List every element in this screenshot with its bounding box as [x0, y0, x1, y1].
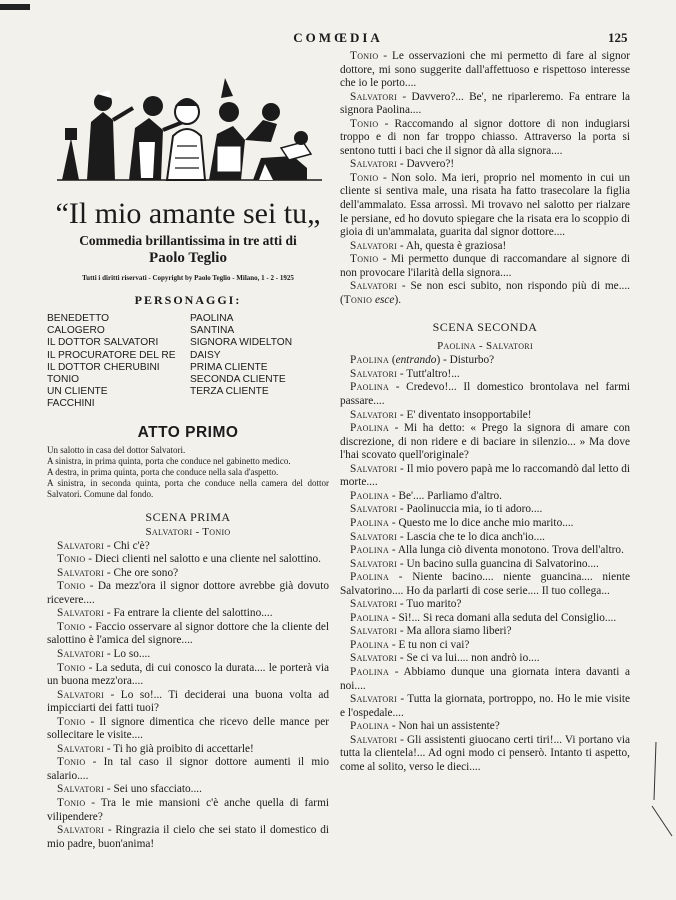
speaker: Paolina	[350, 354, 390, 367]
speaker: Paolina	[350, 571, 390, 584]
speaker: Salvatori	[350, 652, 398, 665]
cast-item: IL DOTTOR CHERUBINI	[47, 361, 160, 373]
speaker: Paolina	[350, 665, 390, 678]
speaker: Salvatori	[350, 530, 398, 543]
dialog-line	[47, 621, 329, 648]
dialog-text: - Il mio povero papà me lo raccomandò dal letto di morte....	[340, 462, 630, 489]
speaker: Tonio	[350, 253, 379, 266]
dialog-text: - Niente bacino.... niente guancina.... niente Salvatorino.... Ho da parlarti di cose serie.... Il tuo collega...	[340, 571, 630, 597]
play-title: “Il mio amante sei tu„	[55, 197, 321, 230]
speaker: Salvatori	[350, 557, 398, 570]
speaker: Paolina	[350, 489, 390, 502]
speaker: Salvatori	[350, 408, 398, 421]
cast-item: IL PROCURATORE DEL RE	[47, 349, 176, 361]
cast-item: PAOLINA	[190, 313, 234, 324]
speaker: Salvatori	[350, 625, 398, 638]
running-head: COMŒDIA	[293, 30, 383, 45]
dialog-line	[340, 625, 630, 639]
dialog-text: - Gli assistenti giuocano certi tiri!... Vi portano via tutta la clientela!... Ad ogni modo ci penserò. Intanto ti aspetto, come al solito, verso le dieci....	[340, 733, 630, 773]
dialog-line	[47, 756, 329, 783]
speaker: Salvatori	[350, 693, 398, 706]
speaker: Salvatori	[57, 539, 105, 552]
scene-two-dialog	[340, 354, 630, 774]
cast-item: IL DOTTOR SALVATORI	[47, 337, 159, 349]
speaker: Salvatori	[350, 367, 398, 380]
speaker: Salvatori	[57, 607, 105, 620]
speaker: Salvatori	[350, 503, 398, 516]
speaker: Salvatori	[350, 239, 398, 252]
cast-item: DAISY	[190, 349, 221, 361]
speaker: Paolina	[350, 381, 390, 394]
dialog-text: - Dieci clienti nel salotto e una cliente nel salottino.	[85, 553, 321, 566]
speaker: Salvatori	[350, 280, 398, 293]
speaker: Salvatori	[57, 648, 105, 661]
dialog-text: - Davvero?... Be', ne riparleremo. Fa entrare la signora Paolina....	[340, 90, 630, 117]
cast-item: TERZA CLIENTE	[190, 386, 269, 398]
dialog-text: - Che ore sono?	[104, 566, 179, 579]
speaker: Salvatori	[350, 158, 398, 171]
dialog-line	[340, 368, 630, 382]
dialog-line	[340, 517, 630, 531]
dialog-text: - Le osservazioni che mi permetto di fare al signor dottore, mi sono suggerite dall'affettuoso e rispettoso interesse che io le porto....	[340, 50, 630, 90]
dialog-text: - Tutt'altro!...	[397, 367, 460, 380]
speaker: Tonio	[350, 50, 379, 62]
dialog-line	[47, 553, 329, 567]
cast-item: UN CLIENTE	[47, 386, 108, 398]
personaggi-heading: PERSONAGGI:	[134, 293, 242, 307]
speaker: Tonio	[57, 715, 86, 728]
cast-item: CALOGERO	[47, 325, 105, 337]
dialog-line	[47, 689, 329, 716]
dialog-text: - Be'.... Parliamo d'altro.	[389, 489, 502, 502]
dialog-text: - Il signore dimentica che ricevo delle mance per sollecitare le visite....	[47, 715, 329, 742]
dialog-line	[47, 607, 329, 621]
dialog-text: - Mi ha detto: « Prego la signora di amare con discrezione, di non ridere e di baciare in silenzio... » Ma dove l'hai scovato quell'originale?	[340, 422, 630, 462]
dialog-text: - Davvero?!	[397, 158, 455, 171]
dialog-text: - Sì!... Si reca domani alla seduta del Consiglio....	[389, 611, 617, 624]
cast-item: SIGNORA WIDELTON	[190, 337, 293, 349]
direction-speaker: Tonio	[343, 293, 373, 306]
cast-item: TONIO	[47, 374, 80, 386]
scene-one-dialog-right	[340, 50, 630, 307]
dialog-line	[340, 158, 630, 172]
stage-direction: Un salotto in casa del dottor Salvatori.	[47, 444, 186, 455]
dialog-line	[47, 716, 329, 743]
speaker: Salvatori	[57, 824, 105, 837]
dialog-line	[340, 490, 630, 504]
dialog-line	[340, 734, 630, 775]
dialog-line	[340, 91, 630, 118]
dialog-text: - E tu non ci vai?	[389, 638, 470, 651]
dialog-text: - Da mezz'ora il signor dottore avrebbe già dovuto ricevere....	[47, 580, 329, 606]
cast-item: FACCHINI	[47, 398, 95, 410]
speaker: Paolina	[350, 544, 390, 557]
speaker: Paolina	[350, 720, 390, 733]
scene-characters-text: Salvatori - Tonio	[145, 525, 231, 538]
dialog-text: - Se non esci subito, non rispondo più di me.... (	[340, 280, 630, 306]
play-author: Paolo Teglio	[149, 250, 227, 266]
left-column	[47, 50, 329, 851]
speaker: Paolina	[350, 422, 390, 435]
stage-direction: A destra, in prima quinta, porta che conduce nella sala d'aspetto.	[47, 467, 279, 478]
dialog-line	[340, 240, 630, 254]
dialog-text: - In tal caso il signor dottore aumenti il mio salario....	[47, 756, 329, 782]
dialog-line	[47, 662, 329, 689]
dialog-line	[340, 544, 630, 558]
dialog-text: - Ma allora siamo liberi?	[397, 625, 512, 638]
dialog-line	[340, 381, 630, 408]
dialog-text: - Paolinuccia mia, io ti adoro....	[397, 503, 543, 516]
speaker: Salvatori	[57, 566, 105, 579]
speaker: Salvatori	[350, 733, 398, 746]
dialog-text: - Questo me lo dice anche mio marito....	[389, 516, 574, 529]
scene-one-heading: SCENA PRIMA	[145, 509, 231, 524]
dialog-line	[340, 409, 630, 423]
speaker: Tonio	[57, 580, 86, 593]
speaker: Salvatori	[350, 598, 398, 611]
dialog-line	[340, 652, 630, 666]
cast-list	[47, 313, 329, 411]
dialog-text: - Un bacino sulla guancina di Salvatorino....	[397, 557, 599, 570]
cast-item: PRIMA CLIENTE	[190, 361, 268, 373]
dialog-text: - Sei uno sfacciato....	[104, 783, 202, 796]
speaker: Tonio	[57, 797, 86, 810]
dialog-text: - Chi c'è?	[104, 539, 150, 552]
theatre-scene-illustration-icon	[57, 50, 322, 190]
stage-direction: A sinistra, in seconda quinta, porta che conduce nella camera del dottor Salvatori. Comune dal fondo.	[47, 478, 329, 500]
dialog-text: - Non solo. Ma ieri, proprio nel momento in cui un cliente si sentiva male, una risata ha fatto trasecolare la figlia dell'ammalato. Essa arrossì. Mi trovavo nel salotto per rialzare le persiane, ed ho dovuto spiegare che la risata era lo scoppio di gioia di un'ammalata, guarita dal signor dottore....	[340, 171, 630, 239]
speaker: Paolina	[350, 638, 390, 651]
scene-one-characters	[47, 525, 329, 540]
scene-two-heading: SCENA SECONDA	[432, 320, 538, 335]
dialog-line	[340, 693, 630, 720]
dialog-line	[340, 666, 630, 693]
dialog-line	[340, 253, 630, 280]
speaker: Paolina	[350, 516, 390, 529]
dialog-line	[47, 783, 329, 797]
speaker: Tonio	[350, 117, 379, 130]
dialog-text: - Faccio osservare al signor dottore che la cliente del salottino è l'amica del signore....	[47, 620, 329, 647]
cast-column-right	[186, 313, 329, 411]
dialog-text: - E' diventato insopportabile!	[397, 408, 532, 421]
speaker: Salvatori	[57, 688, 105, 701]
page-number: 125	[608, 30, 628, 45]
speaker: Salvatori	[350, 90, 398, 103]
speaker: Tonio	[350, 171, 379, 184]
speaker: Tonio	[57, 756, 86, 769]
speaker: Paolina	[350, 611, 390, 624]
dialog-text: - Lascia che te lo dica anch'io....	[397, 530, 545, 543]
margin-pencil-marks-icon	[650, 740, 676, 840]
cast-column-left	[47, 313, 186, 411]
dialog-text: - Non hai un assistente?	[389, 720, 500, 733]
dialog-line: Paolina (entrando) - Disturbo?	[350, 354, 495, 367]
dialog-text: - Ti ho già proibito di accettarle!	[104, 742, 254, 755]
dialog-line	[340, 639, 630, 653]
dialog-line	[47, 540, 329, 554]
dialog-line	[340, 571, 630, 598]
dialog-text: - Mi permetto dunque di raccomandare al signore di non provocare l'ilarità della signora....	[340, 253, 630, 279]
dialog-line	[47, 580, 329, 607]
copyright-notice: Tutti i diritti riservati - Copyright by Paolo Teglio - Milano, 1 - 2 - 1925	[82, 274, 294, 282]
dialog-line	[340, 720, 630, 734]
stage-direction: A sinistra, in prima quinta, porta che conduce nel gabinetto medico.	[47, 455, 291, 466]
dialog-text: - Ringrazia il cielo che sei stato il domestico di mio padre, buon'anima!	[47, 824, 329, 850]
dialog-text: - Lo so!... Ti deciderai una buona volta ad impicciarti dei fatti tuoi?	[47, 688, 329, 715]
dialog-text: - Credevo!... Il domestico brontolava nel farmi passare....	[340, 381, 630, 408]
act-heading: ATTO PRIMO	[137, 423, 239, 441]
dialog-line	[340, 50, 630, 91]
stage-direction-inline: esce	[372, 293, 395, 306]
cast-item: SECONDA CLIENTE	[190, 374, 286, 386]
dialog-line	[47, 567, 329, 581]
dialog-text: - Se ci va lui.... non andrò io....	[397, 652, 540, 665]
dialog-text: - Tutta la giornata, portroppo, no. Ho le mie visite e l'ospedale....	[340, 693, 630, 719]
dialog-line	[340, 422, 630, 463]
dialog-text: - Lo so....	[104, 648, 151, 661]
dialog-line	[47, 797, 329, 824]
scan-mark	[0, 4, 30, 10]
dialog-line	[340, 280, 630, 307]
stage-directions	[47, 445, 329, 501]
speaker: Tonio	[57, 553, 86, 566]
dialog-line	[340, 172, 630, 240]
dialog-text: - Alla lunga ciò diventa monotono. Trova dell'altro.	[389, 544, 624, 557]
scene-characters-text: Paolina - Salvatori	[437, 340, 533, 353]
cast-item: SANTINA	[190, 325, 235, 337]
dialog-text: - Tuo marito?	[397, 598, 462, 611]
dialog-line	[47, 824, 329, 851]
dialog-line	[47, 743, 329, 757]
speaker: Salvatori	[57, 742, 105, 755]
dialog-line	[47, 648, 329, 662]
speaker: Tonio	[57, 661, 86, 674]
dialog-line	[340, 558, 630, 572]
speaker: Salvatori	[57, 783, 105, 796]
dialog-text-tail: ).	[394, 293, 402, 306]
dialog-line	[340, 612, 630, 626]
dialog-text: - Raccomando al signor dottore di non indugiarsi troppo e di non far troppo chiasso. Attraverso la porta si sentono tutti i baci che il signor dà alla signora....	[340, 117, 630, 157]
speaker: Salvatori	[350, 462, 398, 475]
dialog-text: - Fa entrare la cliente del salottino....	[104, 607, 273, 620]
dialog-line	[340, 598, 630, 612]
scene-two-characters	[340, 339, 630, 354]
cast-item: BENEDETTO	[47, 313, 110, 324]
speaker: Tonio	[57, 620, 86, 633]
dialog-line	[340, 463, 630, 490]
stage-direction-inline: entrando	[395, 354, 437, 367]
right-column	[340, 50, 630, 774]
play-subtitle: Commedia brillantissima in tre atti di	[79, 233, 297, 248]
dialog-text: - Abbiamo dunque una giornata intera davanti a noi....	[340, 665, 630, 692]
dialog-text: - La seduta, di cui conosco la durata.... le porterà via un buona mezz'ora....	[47, 661, 329, 688]
dialog-line	[340, 503, 630, 517]
dialog-text: - Ah, questa è graziosa!	[397, 239, 507, 252]
dialog-line	[340, 531, 630, 545]
dialog-text: - Tra le mie mansioni c'è anche quella di farmi vilipendere?	[47, 797, 329, 823]
dialog-line	[340, 118, 630, 159]
dialog-text: - Disturbo?	[440, 354, 495, 367]
scene-one-dialog-left	[47, 540, 329, 852]
